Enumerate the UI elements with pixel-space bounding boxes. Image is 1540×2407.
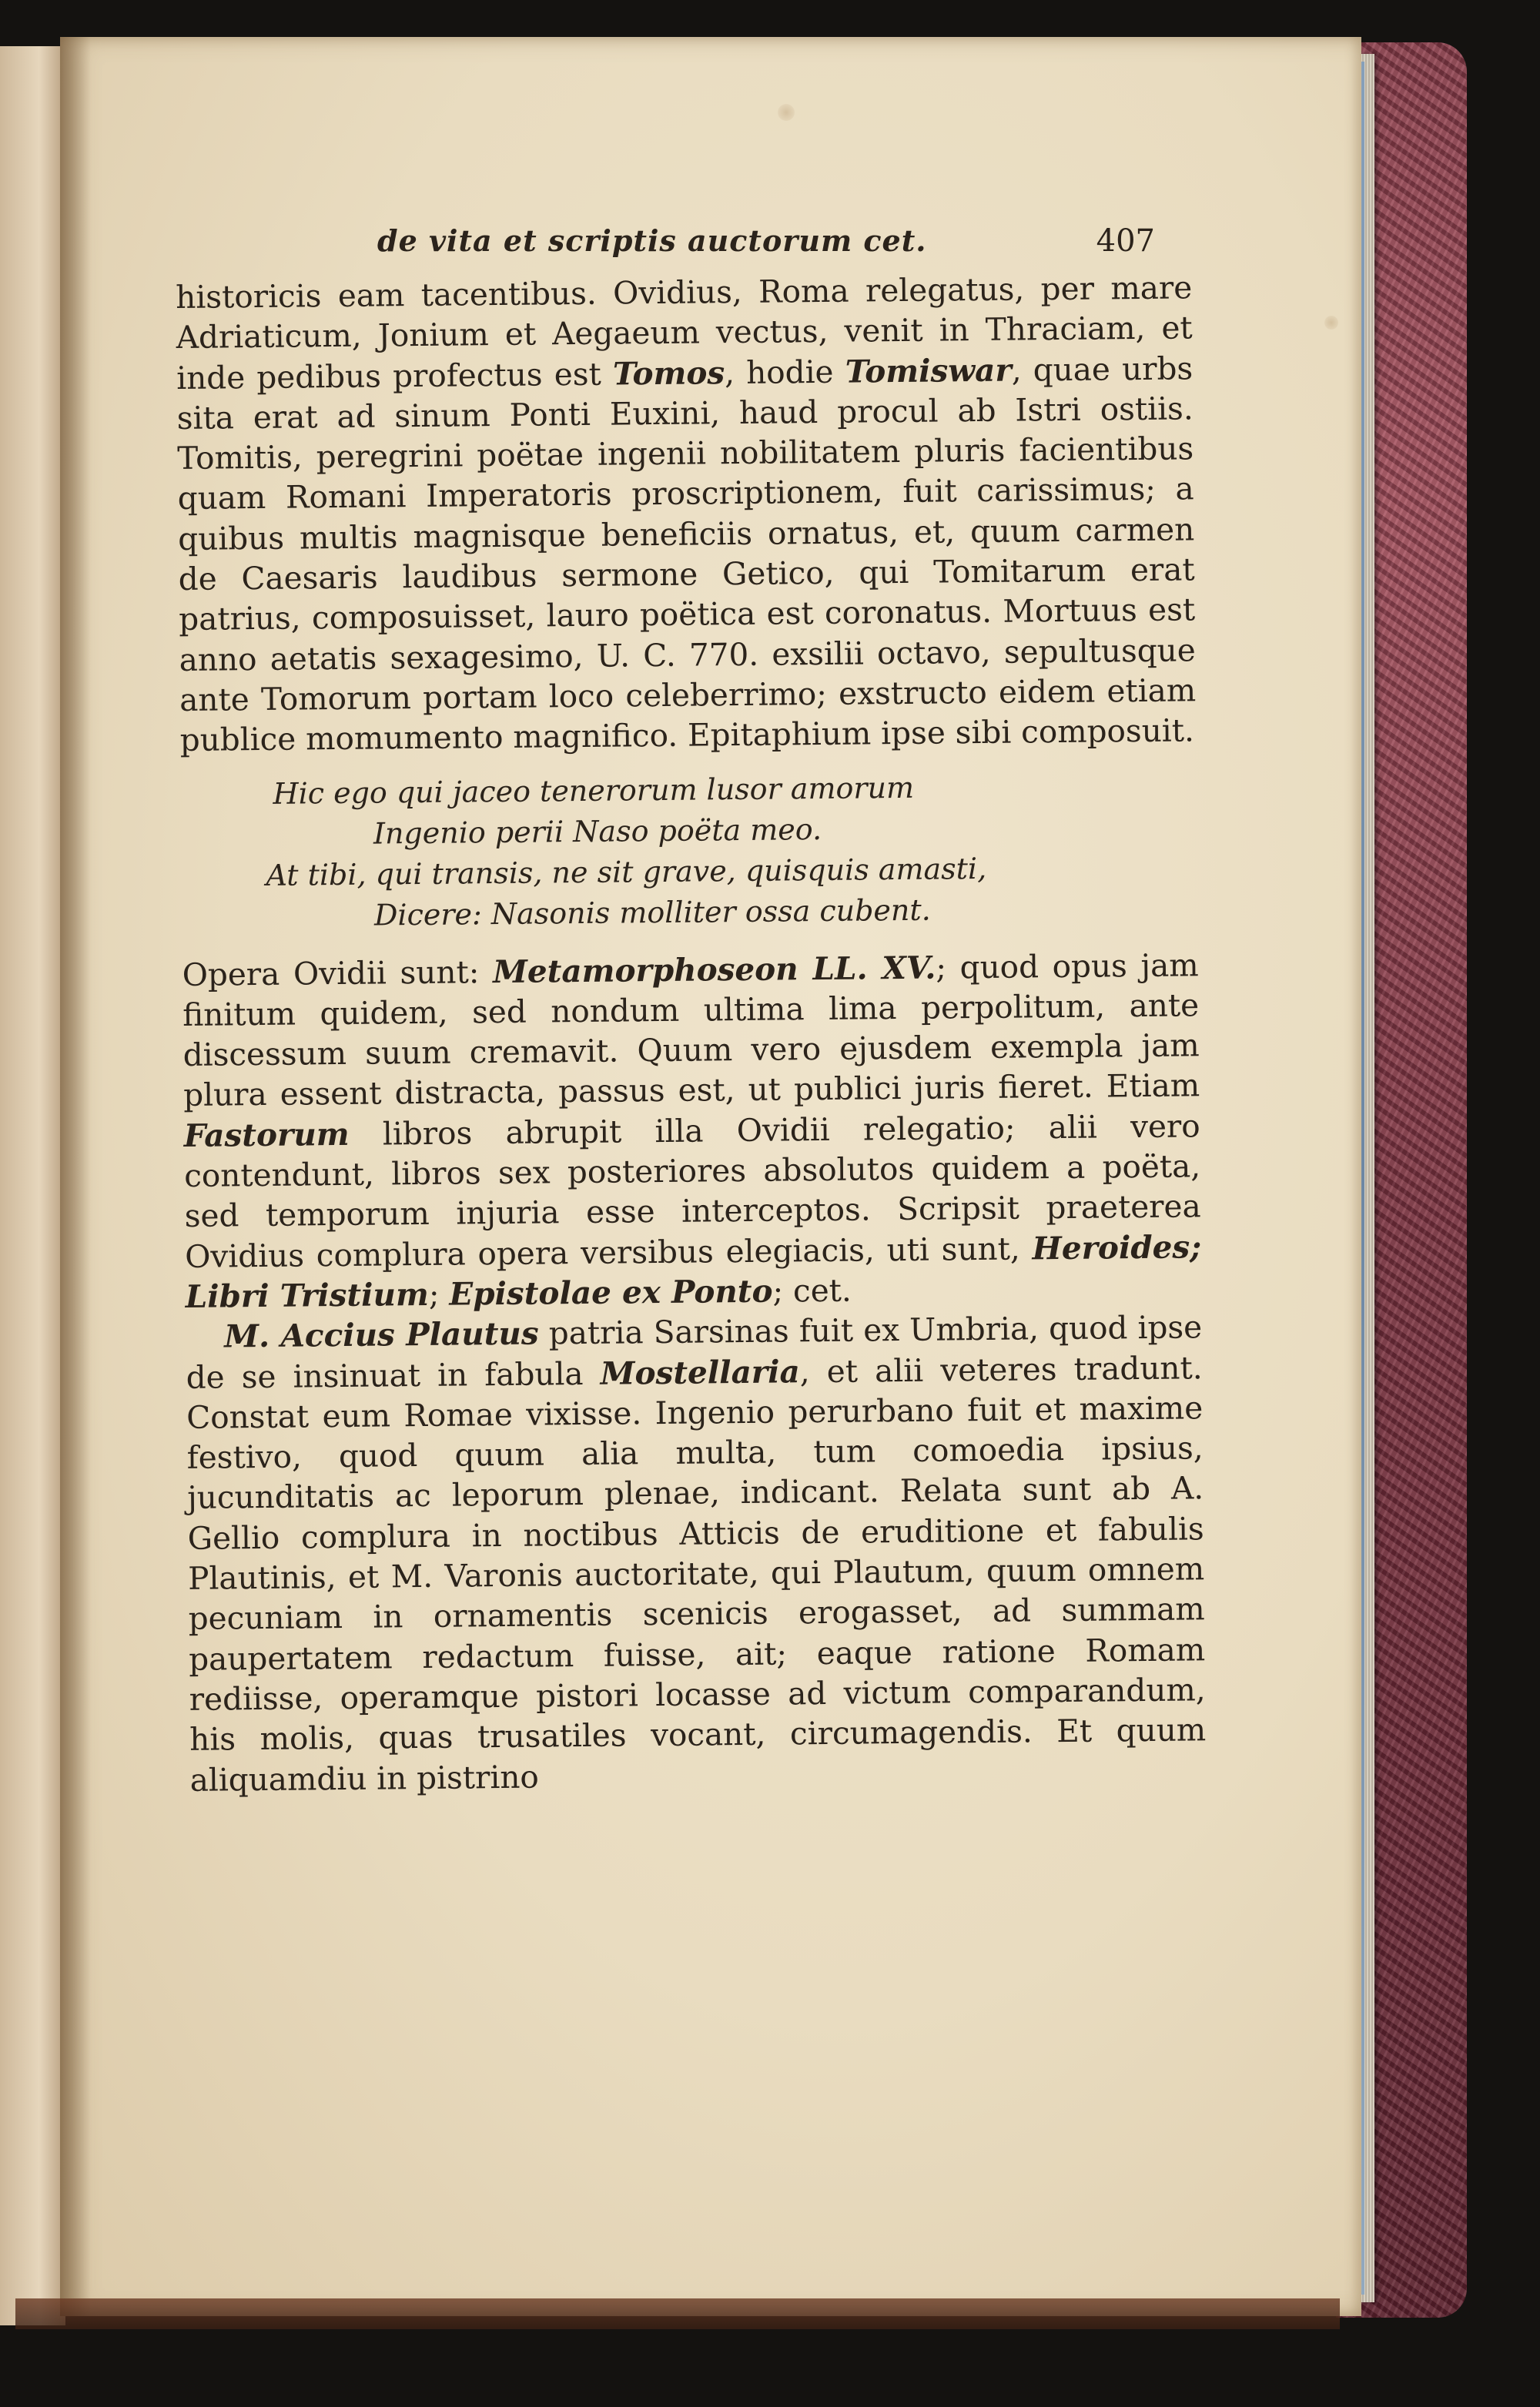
paragraph-ovid-works	[182, 945, 1201, 1317]
italic-plautus-name: M. Accius Plautus	[223, 1314, 539, 1355]
binding-strip	[15, 2298, 1340, 2329]
paragraph1-text-b: , hodie	[724, 353, 845, 391]
paragraph2-text-b: libros abrupit illa Ovidii relegatio; alii vero contendunt, libros sex posteriores absolutos quidem a poëta, sed temporum injuria esse interceptos. Scripsit praeterea Ovidius complura opera versibus elegiacis, uti sunt,	[183, 1107, 1201, 1275]
facing-page-edge	[0, 46, 65, 2325]
poem-line-4: Dicere: Nasonis molliter ossa cubent.	[373, 892, 931, 932]
running-head	[377, 223, 1201, 269]
paragraph2-lead: Opera Ovidii sunt:	[182, 952, 494, 993]
italic-heroides: Heroides; Libri Tristium	[185, 1227, 1202, 1315]
paragraph2-text-c: ; cet.	[772, 1271, 852, 1310]
epitaph-poem	[180, 765, 1198, 938]
gutter-shadow	[60, 37, 91, 2316]
paragraph-ovid-exile	[176, 267, 1197, 760]
italic-epistolae: Epistolae ex Ponto	[449, 1272, 773, 1313]
italic-mostellaria: Mostellaria	[600, 1352, 801, 1392]
paragraph1-text: historicis eam tacentibus. Ovidius, Roma relegatus, per mare Adriaticum, Jonium et Aegaeum vectus, venit in Thraciam, et inde pedibus profectus est	[176, 269, 1193, 397]
page-text	[176, 267, 1207, 1799]
poem-line-1: Hic ego qui jaceo tenerorum lusor amorum	[273, 770, 915, 811]
italic-fastorum: Fastorum	[183, 1115, 350, 1154]
paragraph2-sep: ;	[428, 1275, 450, 1313]
italic-tomiswar: Tomiswar	[845, 351, 1012, 390]
paragraph3-text-b: , et alii veteres tradunt. Constat eum Romae vixisse. Ingenio perurbano fuit et maxime festivo, quod quum alia multa, tum comoedia ipsius, jucunditatis ac leporum plenae, indicant. Relata sunt ab A. Gellio complura in noctibus Atticis de eruditione et fabulis Plautinis, et M. Varonis auctoritate, qui Plautum, quum omnem pecuniam in ornamentis scenicis erogasset, ad summam paupertatem redactum fuisse, ait; eaque ratione Romam rediisse, operamque pistori locasse ad victum comparandum, his molis, quas trusatiles vocant, circumagendis. Et quum aliquamdiu in pistrino	[186, 1348, 1207, 1799]
italic-tomos: Tomos	[612, 353, 725, 393]
paragraph3-text-a: patria Sarsinas fuit ex Umbria, quod ipse de se insinuat in fabula	[186, 1308, 1203, 1396]
poem-line-2: Ingenio perii Naso poëta meo.	[373, 812, 822, 851]
page-number: 407	[1096, 223, 1155, 259]
italic-metamorphoseon: Metamorphoseon LL. XV.	[492, 949, 936, 990]
poem-line-3: At tibi, qui transis, ne sit grave, quisquis amasti,	[266, 851, 987, 892]
foxing-spot	[1324, 316, 1338, 330]
running-title: de vita et scriptis auctorum cet.	[377, 223, 927, 258]
paragraph1-text-c: , quae urbs sita erat ad sinum Ponti Euxini, haud procul ab Istri ostiis. Tomitis, peregrini poëtae ingenii nobilitatem pluris facientibus quam Romani Imperatoris proscriptionem, fuit carissimus; a quibus multis magnisque beneficiis ornatus, et, quum carmen de Caesaris laudibus sermone Getico, qui Tomitarum erat patrius, composuisset, lauro poëtica est coronatus. Mortuus est anno aetatis sexagesimo, U. C. 770. exsilii octavo, sepultusque ante Tomorum portam loco celeberrimo; exstructo eidem etiam publice momumento magnifico. Epitaphium ipse sibi composuit.	[176, 349, 1197, 759]
paragraph-plautus	[186, 1307, 1207, 1800]
foxing-spot	[778, 104, 795, 121]
paragraph2-text-a: ; quod opus jam finitum quidem, sed nondum ultima lima perpolitum, ante discessum suum cremavit. Quum vero ejusdem exempla jam plura essent distracta, passus est, ut publici juris fieret. Etiam	[182, 946, 1200, 1114]
